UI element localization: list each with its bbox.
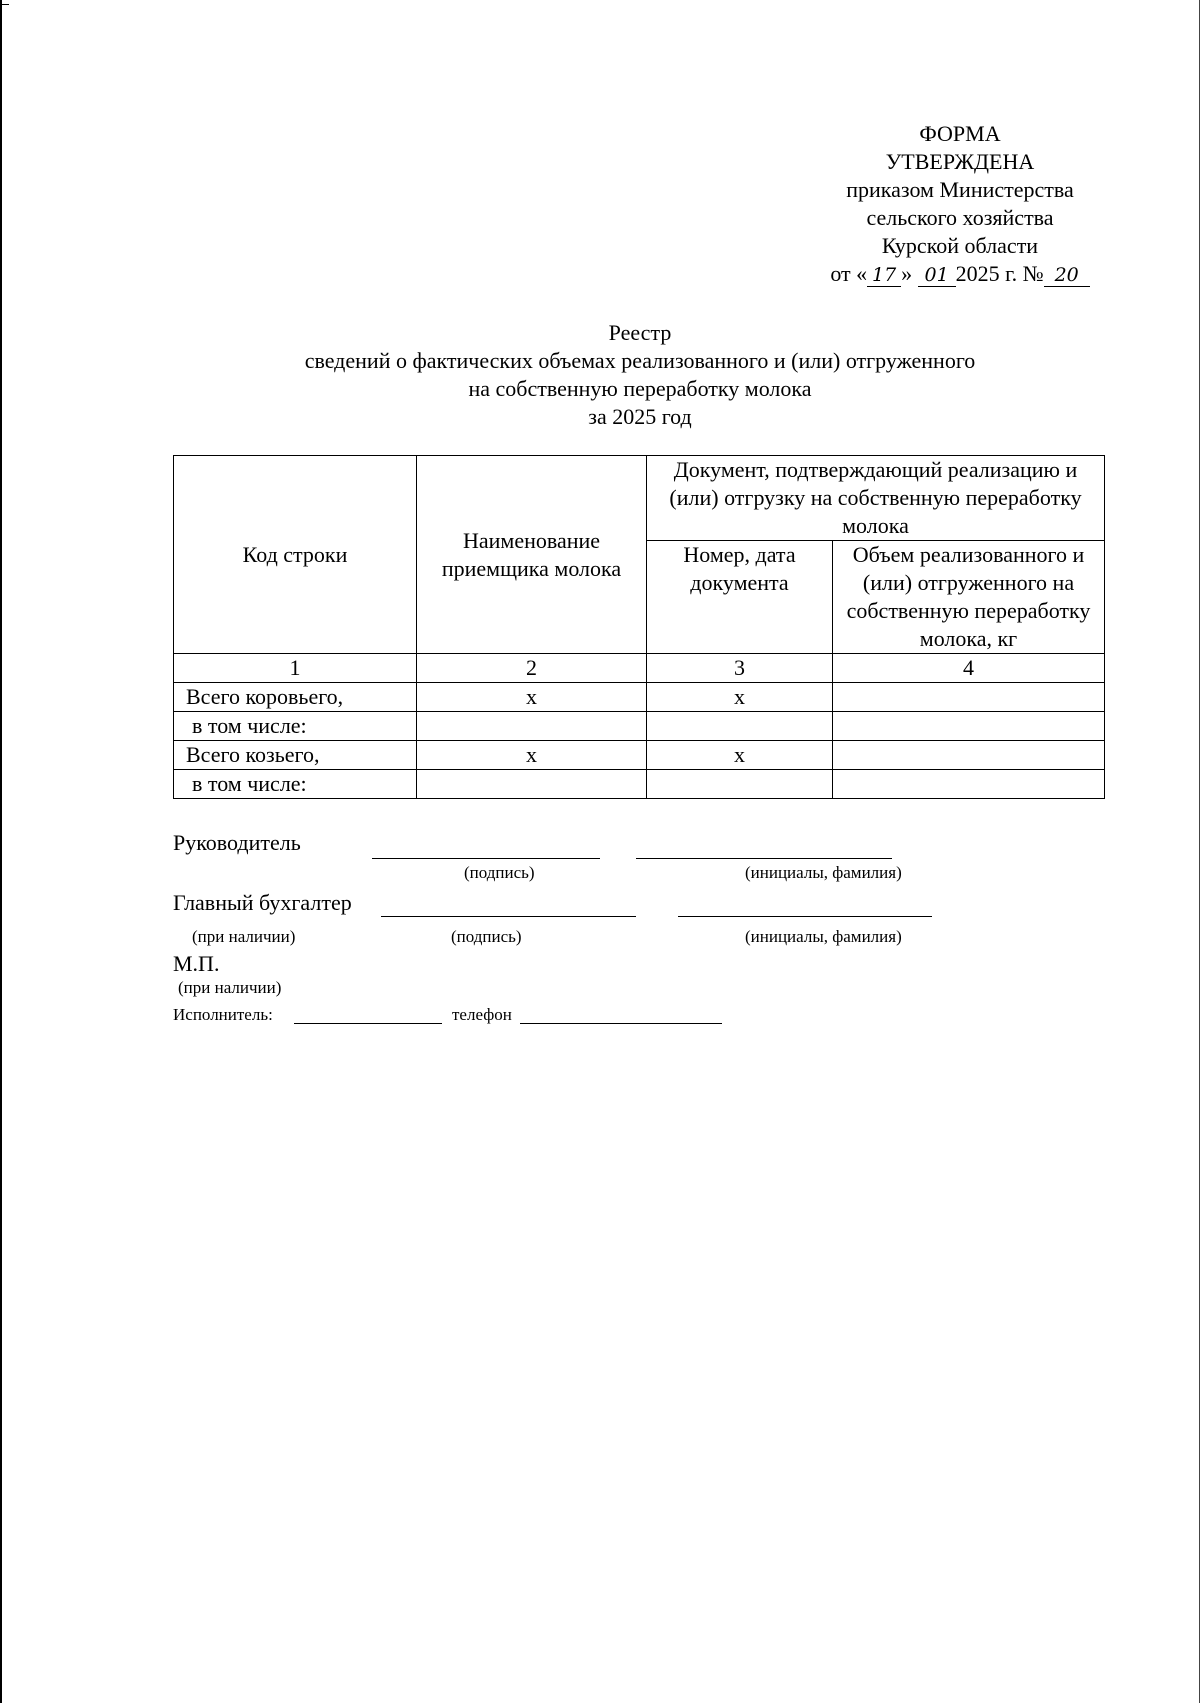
phone-line — [520, 1023, 722, 1024]
table-row — [174, 770, 1105, 799]
approval-block — [780, 120, 1140, 288]
cell-receiver — [417, 712, 647, 741]
approved-label: УТВЕРЖДЕНА — [885, 149, 1035, 174]
cell-doc-number: х — [647, 741, 833, 770]
seal-label: М.П. — [173, 951, 220, 976]
header-document: Документ, подтверждающий реализацию и (или) отгрузку на собственную переработку молока — [647, 456, 1105, 541]
executor-label: Исполнитель: — [173, 1005, 273, 1024]
chief-signature-line — [381, 916, 636, 917]
approval-line-3: Курской области — [881, 233, 1039, 258]
cell-doc-number — [647, 770, 833, 799]
chief-signature-caption: (подпись) — [451, 927, 522, 946]
chief-accountant-label: Главный бухгалтер — [173, 890, 352, 915]
column-number: 3 — [647, 654, 833, 683]
order-number: 20 — [1044, 264, 1090, 287]
phone-label: телефон — [452, 1005, 512, 1024]
approval-date-line — [780, 260, 1140, 288]
column-numbers-row — [174, 654, 1105, 683]
cell-receiver: х — [417, 741, 647, 770]
head-label: Руководитель — [173, 830, 301, 855]
row-label: в том числе: — [174, 712, 417, 741]
column-number: 4 — [833, 654, 1105, 683]
chief-if-any-caption: (при наличии) — [192, 927, 296, 946]
head-signature-caption: (подпись) — [464, 863, 535, 882]
cell-volume — [833, 683, 1105, 712]
column-number: 1 — [174, 654, 417, 683]
head-initials-caption: (инициалы, фамилия) — [745, 863, 902, 882]
date-mid: » — [901, 261, 913, 286]
date-prefix: от « — [830, 261, 868, 286]
table-row — [174, 741, 1105, 770]
cell-receiver: х — [417, 683, 647, 712]
date-day: 17 — [867, 264, 901, 287]
head-initials-line — [636, 858, 892, 859]
header-doc-number: Номер, дата документа — [647, 541, 833, 654]
header-receiver: Наименование приемщика молока — [417, 456, 647, 654]
row-label: Всего козьего, — [174, 741, 417, 770]
approval-line-2: сельского хозяйства — [866, 205, 1054, 230]
chief-initials-line — [678, 916, 932, 917]
table-row — [174, 683, 1105, 712]
head-signature-line — [372, 858, 600, 859]
cell-doc-number: х — [647, 683, 833, 712]
title-line-2: сведений о фактических объемах реализованного и (или) отгруженного — [304, 348, 976, 373]
date-year: 2025 г. № — [955, 261, 1044, 286]
scan-edge-mark — [0, 4, 9, 5]
header-code: Код строки — [174, 456, 417, 654]
title-line-3: на собственную переработку молока — [468, 376, 812, 401]
header-volume: Объем реализованного и (или) отгруженного на собственную переработку молока, кг — [833, 541, 1105, 654]
cell-volume — [833, 712, 1105, 741]
cell-volume — [833, 770, 1105, 799]
row-label: Всего коровьего, — [174, 683, 417, 712]
scan-left-edge — [0, 0, 2, 1703]
approval-line-1: приказом Министерства — [846, 177, 1074, 202]
date-month: 01 — [918, 264, 956, 287]
column-number: 2 — [417, 654, 647, 683]
cell-receiver — [417, 770, 647, 799]
form-label: ФОРМА — [919, 121, 1001, 146]
registry-table — [173, 455, 1105, 799]
title-line-1: Реестр — [608, 320, 672, 345]
cell-volume — [833, 741, 1105, 770]
cell-doc-number — [647, 712, 833, 741]
chief-initials-caption: (инициалы, фамилия) — [745, 927, 902, 946]
row-label: в том числе: — [174, 770, 417, 799]
executor-line — [294, 1023, 442, 1024]
seal-if-any-caption: (при наличии) — [178, 978, 282, 997]
document-title — [160, 319, 1120, 431]
title-line-4: за 2025 год — [588, 404, 692, 429]
table-row — [174, 712, 1105, 741]
